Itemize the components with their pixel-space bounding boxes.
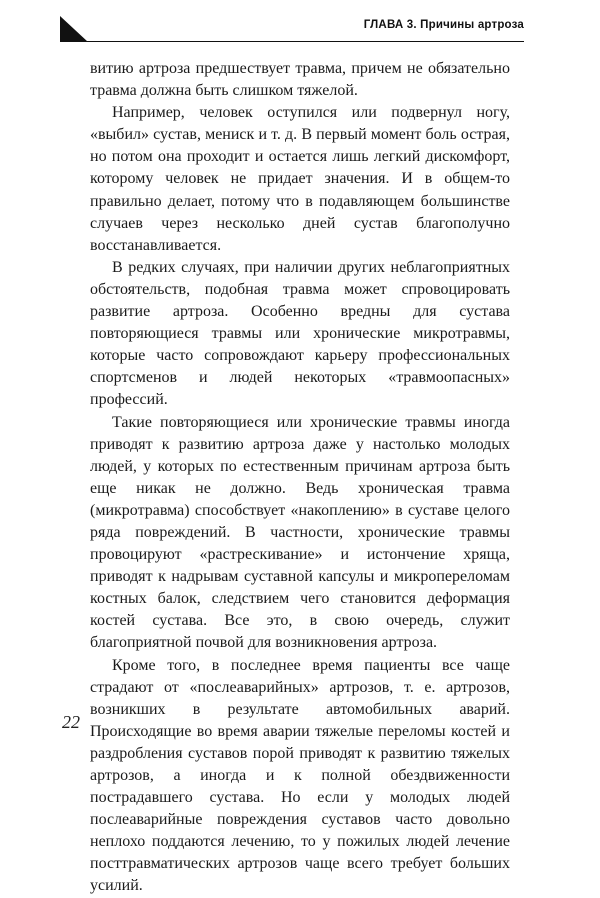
paragraph-1: витию артроза предшествует травма, причем не обязательно травма должна быть слишком тяжелой. bbox=[90, 60, 510, 100]
paragraph-2: Например, человек оступился или подвернул ногу, «выбил» сустав, мениск и т. д. В первый момент боль острая, но потом она проходит и остается лишь легкий дискомфорт, которому человек не придает значения. И в общем-то правильно делает, потому что в подавляющем большинстве случаев через несколько дней сустав благополучно восстанавливается. bbox=[90, 104, 510, 254]
running-header bbox=[60, 16, 524, 42]
paragraph-3: В редких случаях, при наличии других неблагоприятных обстоятельств, подобная травма может спровоцировать развитие артроза. Особенно вредны для сустава повторяющиеся травмы или хронические микротравмы, которые часто сопровождают карьеру профессиональных спортсменов и людей некоторых «травмоопасных» профессий. bbox=[90, 258, 510, 409]
body-text bbox=[90, 58, 510, 898]
paragraph-5: Кроме того, в последнее время пациенты все чаще страдают от «послеаварийных» артрозов, т. е. артрозов, возникших в результате автомобильных аварий. Происходящие во время аварии тяжелые переломы костей и раздробления суставов порой приводят к развитию тяжелых артрозов, а иногда и к полной обездвиженности пострадавшего сустава. Но если у молодых людей послеаварийные повреждения суставов часто довольно неплохо поддаются лечению, то у пожилых людей лечение посттравматических артрозов чаще всего требует больших усилий. bbox=[90, 656, 510, 895]
paragraph-4: Такие повторяющиеся или хронические травмы иногда приводят к развитию артроза даже у настолько молодых людей, у которых по естественным причинам артроза быть еще никак не должно. Ведь хроническая травма (микротравма) способствует «накоплению» в суставе целого ряда повреждений. В частности, хронические травмы провоцируют «растрескивание» и истончение хряща, приводят к надрывам суставной капсулы и микропереломам костных балок, следствием чего становится деформация костей сустава. Все это, в свою очередь, служит благоприятной почвой для возникновения артроза. bbox=[90, 413, 510, 652]
header-rule bbox=[86, 41, 524, 42]
header-triangle-marker bbox=[60, 16, 88, 42]
page-number: 22 bbox=[62, 712, 80, 732]
chapter-title: ГЛАВА 3. Причины артроза bbox=[363, 19, 524, 31]
